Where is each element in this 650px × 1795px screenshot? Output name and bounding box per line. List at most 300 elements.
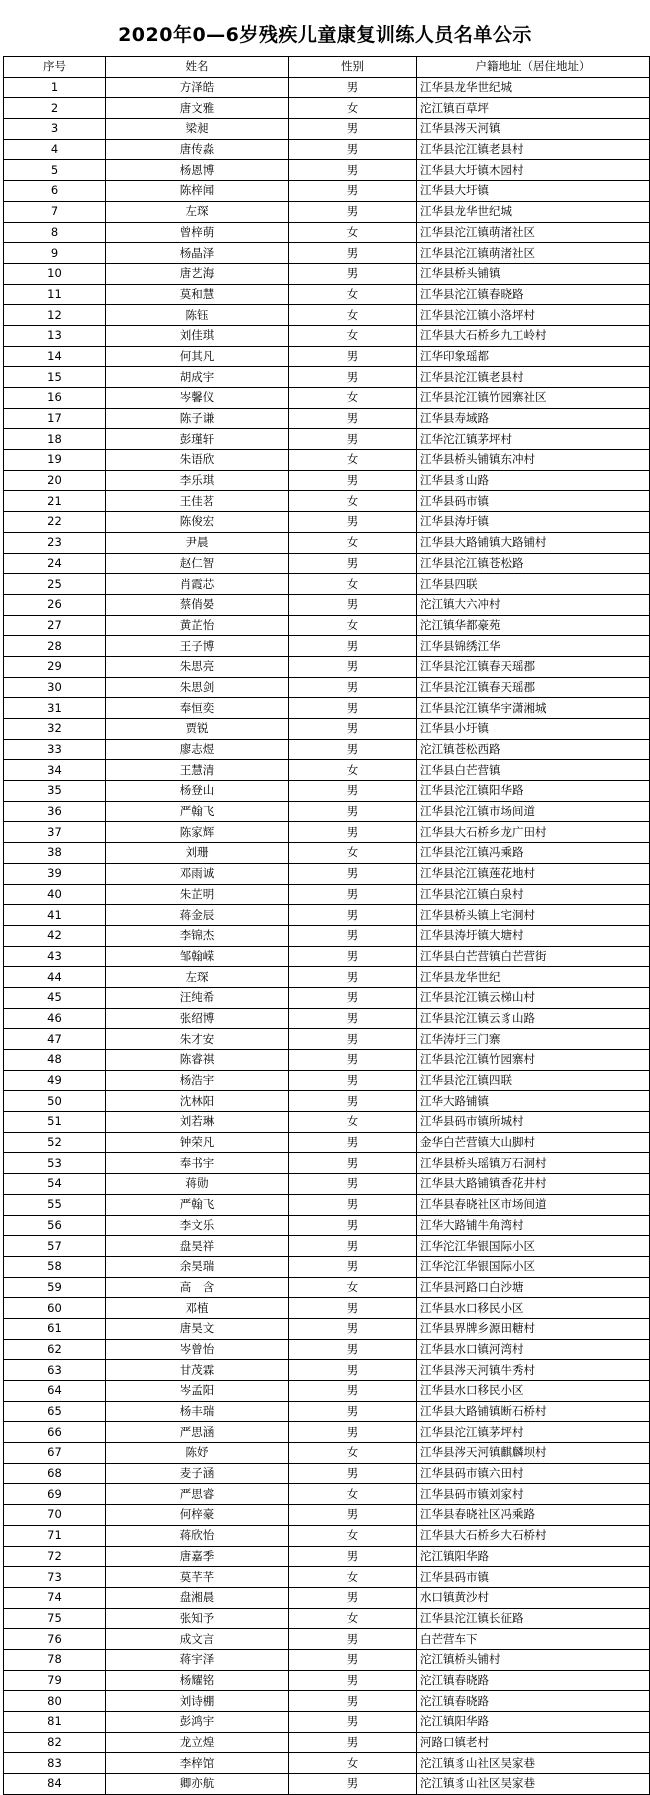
cell-gender: 女: [289, 574, 417, 595]
cell-gender: 女: [289, 284, 417, 305]
table-row: [4, 884, 650, 905]
cell-gender: 男: [289, 1256, 417, 1277]
cell-name: 赵仁智: [106, 553, 289, 574]
table-row: [4, 1091, 650, 1112]
cell-gender: 女: [289, 1277, 417, 1298]
header-name: 姓名: [106, 57, 289, 78]
cell-gender: 男: [289, 346, 417, 367]
cell-name: 龙立煌: [106, 1732, 289, 1753]
table-row: [4, 1732, 650, 1753]
cell-address: 江华县水口移民小区: [417, 1298, 650, 1319]
cell-gender: 女: [289, 222, 417, 243]
cell-name: 钟荣凡: [106, 1132, 289, 1153]
cell-index: 83: [4, 1753, 106, 1774]
cell-index: 15: [4, 367, 106, 388]
cell-name: 朱芷明: [106, 884, 289, 905]
cell-address: 江华县沱江镇萌渚社区: [417, 243, 650, 264]
cell-index: 25: [4, 574, 106, 595]
cell-index: 82: [4, 1732, 106, 1753]
cell-name: 杨登山: [106, 781, 289, 802]
cell-index: 22: [4, 512, 106, 533]
cell-address: 江华县春晓社区市场间道: [417, 1194, 650, 1215]
cell-gender: 男: [289, 1774, 417, 1795]
cell-name: 方泽皓: [106, 77, 289, 98]
table-row: [4, 1029, 650, 1050]
cell-name: 张绍博: [106, 1008, 289, 1029]
cell-gender: 男: [289, 1381, 417, 1402]
cell-index: 39: [4, 863, 106, 884]
cell-address: 江华县码市镇六田村: [417, 1463, 650, 1484]
cell-name: 莫和慧: [106, 284, 289, 305]
table-row: [4, 1505, 650, 1526]
table-row: [4, 1546, 650, 1567]
cell-name: 黄芷怡: [106, 615, 289, 636]
cell-name: 李锦杰: [106, 925, 289, 946]
cell-gender: 女: [289, 388, 417, 409]
cell-gender: 男: [289, 925, 417, 946]
cell-name: 王子博: [106, 636, 289, 657]
cell-index: 2: [4, 98, 106, 119]
cell-gender: 男: [289, 1505, 417, 1526]
cell-name: 彭鸿宇: [106, 1712, 289, 1733]
cell-address: 江华县春晓社区冯乘路: [417, 1505, 650, 1526]
cell-address: 江华县沱江镇老县村: [417, 367, 650, 388]
table-row: [4, 905, 650, 926]
cell-name: 肖霞芯: [106, 574, 289, 595]
cell-name: 杨晶泽: [106, 243, 289, 264]
cell-name: 朱思剑: [106, 677, 289, 698]
cell-gender: 男: [289, 1587, 417, 1608]
cell-address: 江华县码市镇所城村: [417, 1112, 650, 1133]
cell-gender: 女: [289, 532, 417, 553]
cell-name: 刘珊: [106, 843, 289, 864]
table-row: [4, 1587, 650, 1608]
cell-gender: 男: [289, 139, 417, 160]
cell-gender: 女: [289, 1484, 417, 1505]
cell-gender: 男: [289, 656, 417, 677]
cell-index: 56: [4, 1215, 106, 1236]
table-row: [4, 553, 650, 574]
table-header-row: [4, 57, 650, 78]
cell-name: 奉书宇: [106, 1153, 289, 1174]
cell-name: 汪纯希: [106, 987, 289, 1008]
cell-address: 江华县寿域路: [417, 408, 650, 429]
cell-gender: 男: [289, 243, 417, 264]
cell-gender: 男: [289, 1153, 417, 1174]
cell-index: 14: [4, 346, 106, 367]
table-row: [4, 1360, 650, 1381]
cell-name: 麦子涵: [106, 1463, 289, 1484]
table-row: [4, 677, 650, 698]
cell-index: 78: [4, 1649, 106, 1670]
cell-gender: 男: [289, 698, 417, 719]
cell-address: 江华县白芒营镇白芒营街: [417, 946, 650, 967]
cell-gender: 男: [289, 1008, 417, 1029]
table-row: [4, 512, 650, 533]
cell-gender: 女: [289, 450, 417, 471]
cell-address: 沱江镇豸山社区吴家巷: [417, 1753, 650, 1774]
table-row: [4, 1753, 650, 1774]
cell-name: 胡成宇: [106, 367, 289, 388]
cell-address: 江华县豸山路: [417, 470, 650, 491]
cell-index: 20: [4, 470, 106, 491]
cell-index: 50: [4, 1091, 106, 1112]
cell-gender: 女: [289, 1753, 417, 1774]
cell-index: 48: [4, 1050, 106, 1071]
table-row: [4, 1318, 650, 1339]
cell-gender: 男: [289, 1712, 417, 1733]
cell-address: 江华县沱江镇竹园寨村: [417, 1050, 650, 1071]
cell-address: 水口镇黄沙村: [417, 1587, 650, 1608]
cell-address: 江华县沱江镇白泉村: [417, 884, 650, 905]
table-row: [4, 263, 650, 284]
cell-index: 64: [4, 1381, 106, 1402]
cell-address: 江华县水口镇河湾村: [417, 1339, 650, 1360]
cell-gender: 女: [289, 325, 417, 346]
cell-index: 74: [4, 1587, 106, 1608]
table-row: [4, 1194, 650, 1215]
cell-name: 唐艺海: [106, 263, 289, 284]
cell-gender: 男: [289, 1691, 417, 1712]
cell-name: 杨丰瑞: [106, 1401, 289, 1422]
cell-gender: 男: [289, 1029, 417, 1050]
cell-gender: 男: [289, 1298, 417, 1319]
cell-gender: 男: [289, 263, 417, 284]
cell-address: 江华县涛圩镇: [417, 512, 650, 533]
header-address: 户籍地址（居住地址）: [417, 57, 650, 78]
table-row: [4, 388, 650, 409]
cell-name: 杨恩博: [106, 160, 289, 181]
cell-address: 江华大路铺牛角湾村: [417, 1215, 650, 1236]
table-row: [4, 181, 650, 202]
table-row: [4, 1215, 650, 1236]
table-row: [4, 1629, 650, 1650]
cell-address: 江华县沱江镇长征路: [417, 1608, 650, 1629]
cell-index: 9: [4, 243, 106, 264]
cell-index: 67: [4, 1443, 106, 1464]
table-row: [4, 946, 650, 967]
cell-index: 35: [4, 781, 106, 802]
cell-gender: 男: [289, 719, 417, 740]
cell-address: 沱江镇春晓路: [417, 1670, 650, 1691]
cell-name: 邹翰嵘: [106, 946, 289, 967]
cell-index: 26: [4, 594, 106, 615]
table-row: [4, 739, 650, 760]
cell-gender: 男: [289, 201, 417, 222]
cell-address: 沱江镇桥头铺村: [417, 1649, 650, 1670]
cell-address: 沱江镇苍松西路: [417, 739, 650, 760]
cell-address: 江华县涛圩镇大塘村: [417, 925, 650, 946]
cell-name: 唐昊文: [106, 1318, 289, 1339]
cell-gender: 男: [289, 863, 417, 884]
cell-index: 69: [4, 1484, 106, 1505]
cell-index: 30: [4, 677, 106, 698]
table-row: [4, 470, 650, 491]
cell-gender: 男: [289, 781, 417, 802]
cell-gender: 男: [289, 1463, 417, 1484]
cell-name: 梁昶: [106, 119, 289, 140]
table-row: [4, 408, 650, 429]
table-row: [4, 574, 650, 595]
cell-index: 7: [4, 201, 106, 222]
header-index: 序号: [4, 57, 106, 78]
cell-name: 盘湘晨: [106, 1587, 289, 1608]
cell-name: 曾梓萌: [106, 222, 289, 243]
table-row: [4, 367, 650, 388]
cell-name: 陈睿祺: [106, 1050, 289, 1071]
table-row: [4, 987, 650, 1008]
cell-gender: 男: [289, 677, 417, 698]
cell-address: 江华沱江镇茅坪村: [417, 429, 650, 450]
table-row: [4, 1174, 650, 1195]
cell-address: 江华县沱江镇春天瑶郡: [417, 677, 650, 698]
table-row: [4, 119, 650, 140]
cell-address: 江华县沱江镇小洛坪村: [417, 305, 650, 326]
cell-address: 沱江镇华都豪苑: [417, 615, 650, 636]
cell-name: 陈家辉: [106, 822, 289, 843]
table-row: [4, 1670, 650, 1691]
cell-address: 江华县界牌乡源田糖村: [417, 1318, 650, 1339]
cell-name: 左琛: [106, 201, 289, 222]
cell-address: 江华县小圩镇: [417, 719, 650, 740]
cell-index: 8: [4, 222, 106, 243]
cell-address: 江华县大圩镇木园村: [417, 160, 650, 181]
cell-gender: 男: [289, 77, 417, 98]
table-row: [4, 594, 650, 615]
cell-address: 江华县沱江镇春晓路: [417, 284, 650, 305]
cell-address: 江华县龙华世纪: [417, 967, 650, 988]
cell-gender: 男: [289, 1401, 417, 1422]
table-row: [4, 305, 650, 326]
cell-name: 陈俊宏: [106, 512, 289, 533]
cell-name: 朱才安: [106, 1029, 289, 1050]
table-row: [4, 491, 650, 512]
cell-gender: 男: [289, 967, 417, 988]
cell-name: 莫芊芊: [106, 1567, 289, 1588]
cell-address: 江华县沱江镇萌渚社区: [417, 222, 650, 243]
table-row: [4, 532, 650, 553]
cell-index: 72: [4, 1546, 106, 1567]
cell-address: 江华县沱江镇云梯山村: [417, 987, 650, 1008]
cell-index: 41: [4, 905, 106, 926]
cell-index: 29: [4, 656, 106, 677]
cell-gender: 男: [289, 1422, 417, 1443]
cell-name: 沈林阳: [106, 1091, 289, 1112]
cell-index: 63: [4, 1360, 106, 1381]
cell-index: 37: [4, 822, 106, 843]
table-row: [4, 1608, 650, 1629]
cell-gender: 男: [289, 408, 417, 429]
cell-index: 42: [4, 925, 106, 946]
cell-gender: 男: [289, 1339, 417, 1360]
cell-name: 唐嘉季: [106, 1546, 289, 1567]
cell-address: 江华大路铺镇: [417, 1091, 650, 1112]
table-row: [4, 1132, 650, 1153]
cell-address: 江华县龙华世纪城: [417, 77, 650, 98]
cell-index: 57: [4, 1236, 106, 1257]
cell-address: 沱江镇春晓路: [417, 1691, 650, 1712]
cell-gender: 男: [289, 822, 417, 843]
table-row: [4, 139, 650, 160]
cell-gender: 男: [289, 905, 417, 926]
cell-address: 江华县大石桥乡九工岭村: [417, 325, 650, 346]
cell-index: 18: [4, 429, 106, 450]
table-row: [4, 1050, 650, 1071]
cell-address: 江华县码市镇: [417, 1567, 650, 1588]
cell-address: 沱江镇阳华路: [417, 1712, 650, 1733]
cell-index: 81: [4, 1712, 106, 1733]
cell-name: 刘若琳: [106, 1112, 289, 1133]
cell-address: 江华县涔天河镇麒麟坝村: [417, 1443, 650, 1464]
table-row: [4, 1381, 650, 1402]
cell-address: 江华县码市镇: [417, 491, 650, 512]
cell-index: 73: [4, 1567, 106, 1588]
cell-gender: 男: [289, 1732, 417, 1753]
cell-index: 16: [4, 388, 106, 409]
cell-gender: 男: [289, 1132, 417, 1153]
cell-name: 奉恒奕: [106, 698, 289, 719]
table-row: [4, 77, 650, 98]
cell-address: 江华县沱江镇阳华路: [417, 781, 650, 802]
cell-name: 尹晨: [106, 532, 289, 553]
table-row: [4, 1256, 650, 1277]
cell-gender: 男: [289, 739, 417, 760]
cell-name: 严翰飞: [106, 1194, 289, 1215]
cell-index: 61: [4, 1318, 106, 1339]
cell-index: 10: [4, 263, 106, 284]
cell-gender: 女: [289, 1112, 417, 1133]
table-row: [4, 450, 650, 471]
cell-index: 70: [4, 1505, 106, 1526]
cell-name: 王佳茗: [106, 491, 289, 512]
cell-gender: 女: [289, 1608, 417, 1629]
table-row: [4, 925, 650, 946]
cell-address: 江华县河路口白沙塘: [417, 1277, 650, 1298]
cell-address: 江华县锦绣江华: [417, 636, 650, 657]
cell-index: 68: [4, 1463, 106, 1484]
cell-index: 5: [4, 160, 106, 181]
cell-index: 21: [4, 491, 106, 512]
cell-gender: 女: [289, 98, 417, 119]
cell-name: 蔡俏晏: [106, 594, 289, 615]
cell-name: 张知予: [106, 1608, 289, 1629]
cell-name: 陈子谦: [106, 408, 289, 429]
cell-name: 杨耀铭: [106, 1670, 289, 1691]
cell-gender: 男: [289, 636, 417, 657]
cell-address: 河路口镇老村: [417, 1732, 650, 1753]
table-row: [4, 656, 650, 677]
cell-address: 江华沱江华银国际小区: [417, 1256, 650, 1277]
cell-address: 江华县沱江镇春天瑶郡: [417, 656, 650, 677]
cell-address: 江华县大路铺镇断石桥村: [417, 1401, 650, 1422]
table-row: [4, 201, 650, 222]
cell-index: 32: [4, 719, 106, 740]
cell-index: 36: [4, 801, 106, 822]
cell-name: 廖志煜: [106, 739, 289, 760]
cell-index: 52: [4, 1132, 106, 1153]
cell-name: 刘佳琪: [106, 325, 289, 346]
cell-gender: 男: [289, 1546, 417, 1567]
cell-name: 蒋勋: [106, 1174, 289, 1195]
cell-index: 76: [4, 1629, 106, 1650]
cell-index: 58: [4, 1256, 106, 1277]
cell-address: 沱江镇百草坪: [417, 98, 650, 119]
cell-name: 严思涵: [106, 1422, 289, 1443]
cell-address: 江华沱江华银国际小区: [417, 1236, 650, 1257]
cell-name: 李乐琪: [106, 470, 289, 491]
cell-index: 33: [4, 739, 106, 760]
cell-address: 江华县四联: [417, 574, 650, 595]
table-row: [4, 284, 650, 305]
cell-address: 江华涛圩三门寨: [417, 1029, 650, 1050]
cell-gender: 男: [289, 594, 417, 615]
table-row: [4, 822, 650, 843]
cell-index: 54: [4, 1174, 106, 1195]
table-row: [4, 1484, 650, 1505]
cell-address: 江华县沱江镇四联: [417, 1070, 650, 1091]
cell-index: 13: [4, 325, 106, 346]
cell-address: 江华县沱江镇冯乘路: [417, 843, 650, 864]
cell-gender: 女: [289, 760, 417, 781]
table-row: [4, 346, 650, 367]
cell-gender: 女: [289, 1525, 417, 1546]
cell-name: 余昊瑞: [106, 1256, 289, 1277]
cell-name: 何其凡: [106, 346, 289, 367]
cell-index: 38: [4, 843, 106, 864]
table-row: [4, 1112, 650, 1133]
table-row: [4, 636, 650, 657]
cell-gender: 男: [289, 1629, 417, 1650]
cell-name: 岑馨仪: [106, 388, 289, 409]
table-row: [4, 1463, 650, 1484]
cell-index: 4: [4, 139, 106, 160]
cell-name: 卿亦航: [106, 1774, 289, 1795]
cell-index: 55: [4, 1194, 106, 1215]
cell-index: 79: [4, 1670, 106, 1691]
cell-address: 江华县码市镇刘家村: [417, 1484, 650, 1505]
table-row: [4, 98, 650, 119]
cell-name: 唐文雅: [106, 98, 289, 119]
cell-gender: 女: [289, 305, 417, 326]
table-row: [4, 1443, 650, 1464]
table-row: [4, 1153, 650, 1174]
cell-address: 江华县大石桥乡龙广田村: [417, 822, 650, 843]
cell-address: 江华县桥头瑶镇万石洞村: [417, 1153, 650, 1174]
cell-index: 40: [4, 884, 106, 905]
cell-address: 江华县大石桥乡大石桥村: [417, 1525, 650, 1546]
cell-address: 江华县桥头镇上宅洞村: [417, 905, 650, 926]
cell-gender: 男: [289, 181, 417, 202]
cell-index: 66: [4, 1422, 106, 1443]
cell-gender: 女: [289, 843, 417, 864]
cell-name: 严思睿: [106, 1484, 289, 1505]
cell-gender: 男: [289, 1215, 417, 1236]
cell-name: 陈妤: [106, 1443, 289, 1464]
cell-index: 59: [4, 1277, 106, 1298]
cell-name: 蒋宇泽: [106, 1649, 289, 1670]
cell-index: 17: [4, 408, 106, 429]
cell-gender: 女: [289, 1443, 417, 1464]
cell-gender: 男: [289, 1649, 417, 1670]
cell-address: 江华县涔天河镇: [417, 119, 650, 140]
cell-name: 刘诗棚: [106, 1691, 289, 1712]
table-row: [4, 1567, 650, 1588]
roster-table: [3, 56, 650, 1795]
cell-address: 江华县沱江镇竹园寨社区: [417, 388, 650, 409]
cell-address: 江华县龙华世纪城: [417, 201, 650, 222]
cell-index: 6: [4, 181, 106, 202]
cell-gender: 男: [289, 1236, 417, 1257]
